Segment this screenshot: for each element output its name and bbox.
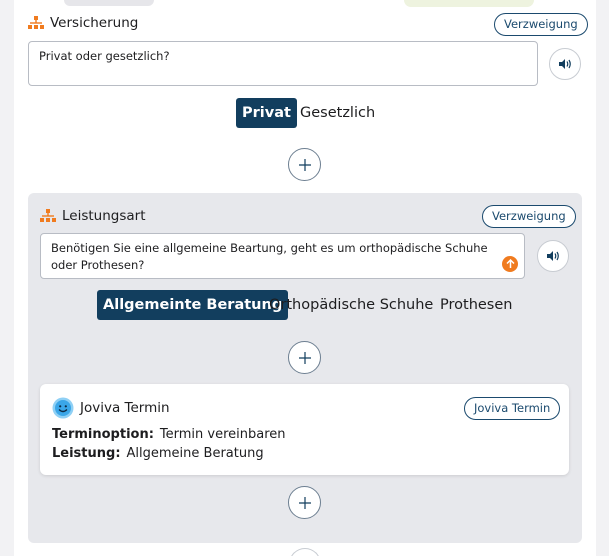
plus-icon <box>299 159 311 171</box>
add-node-button-partial[interactable] <box>289 548 321 556</box>
row-key: Terminoption: <box>52 427 154 442</box>
speaker-icon <box>546 250 560 262</box>
previous-node-edge <box>64 0 154 6</box>
branch-badge[interactable]: Verzweigung <box>494 13 588 36</box>
branch-group-panel <box>28 193 582 543</box>
plus-icon <box>299 352 311 364</box>
card-title: Joviva Termin <box>80 400 170 416</box>
option-privat[interactable]: Privat <box>236 98 297 128</box>
question-text: Benötigen Sie eine allgemeine Beartung, geht es um orthopädische Schuhe oder Prothesen? <box>51 241 488 272</box>
arrow-up-icon[interactable] <box>502 256 518 272</box>
plus-icon <box>299 497 311 509</box>
smiley-sun-icon <box>52 397 74 419</box>
node-title: Versicherung <box>50 15 139 31</box>
option-gesetzlich[interactable]: Gesetzlich <box>300 105 376 121</box>
option-allgemeine-beratung[interactable]: Allgemeinte Beratung <box>97 290 288 320</box>
speak-button[interactable] <box>537 240 569 272</box>
tree-icon <box>40 209 56 223</box>
row-value: Allgemeine Beratung <box>126 446 264 461</box>
branch-badge[interactable]: Verzweigung <box>482 205 576 228</box>
speaker-icon <box>558 58 572 70</box>
card-type-badge[interactable]: Joviva Termin <box>464 397 560 420</box>
row-key: Leistung: <box>52 446 121 461</box>
tree-icon <box>28 16 44 30</box>
row-value: Termin vereinbaren <box>159 427 286 442</box>
card-row-terminoption <box>52 427 286 442</box>
add-node-button[interactable] <box>288 341 321 374</box>
option-prothesen[interactable]: Prothesen <box>440 297 513 313</box>
node-header-versicherung <box>28 15 138 31</box>
question-text-field[interactable] <box>28 41 538 86</box>
add-node-button[interactable] <box>288 148 321 181</box>
node-title: Leistungsart <box>62 208 146 224</box>
add-node-button[interactable] <box>288 486 321 519</box>
option-orthopaedische-schuhe[interactable]: Orthopädische Schuhe <box>269 297 434 313</box>
card-header <box>52 397 170 419</box>
speak-button[interactable] <box>549 48 581 80</box>
joviva-termin-card[interactable] <box>40 384 569 475</box>
previous-node-edge-accent <box>404 0 534 7</box>
question-text-field[interactable] <box>40 233 525 279</box>
question-text: Privat oder gesetzlich? <box>39 49 170 63</box>
flow-canvas <box>14 0 596 556</box>
node-header-leistungsart <box>40 208 146 224</box>
card-row-leistung <box>52 446 264 461</box>
